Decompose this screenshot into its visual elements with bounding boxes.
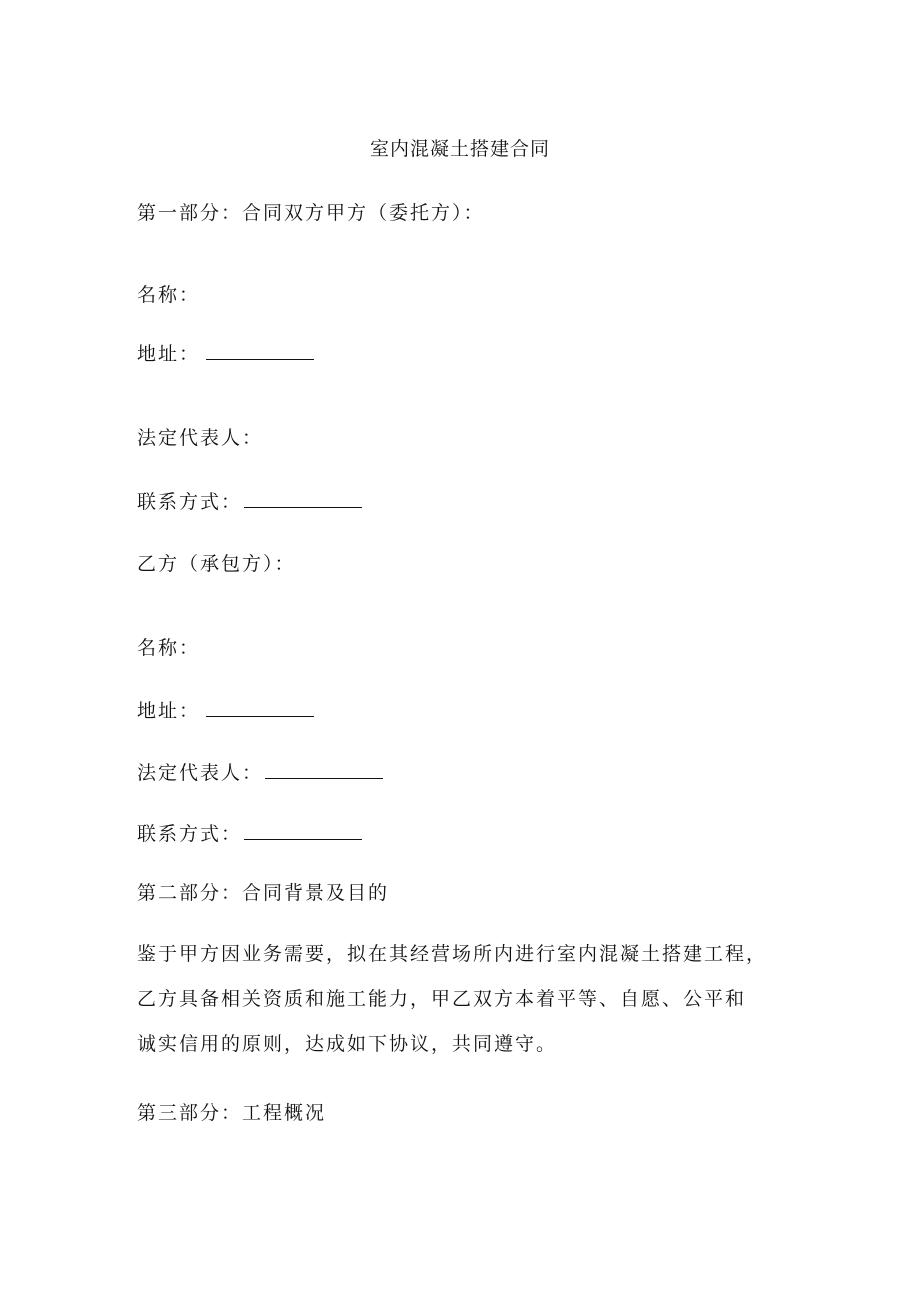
- party-b-contact-label: 联系方式：: [137, 823, 243, 845]
- part2-body: [137, 932, 787, 1067]
- part2-body-line: 鉴于甲方因业务需要，拟在其经营场所内进行室内混凝土搭建工程，: [137, 943, 768, 965]
- party-b-rep-label: 法定代表人：: [137, 762, 264, 784]
- party-a-address-blank: [206, 341, 314, 360]
- part2-body-line: 诚实信用的原则，达成如下协议，共同遵守。: [137, 1033, 558, 1055]
- party-a-contact-row: [137, 489, 362, 515]
- party-b-contact-blank: [244, 821, 362, 840]
- party-b-name-label: 名称：: [137, 637, 201, 659]
- party-a-address-row: [137, 341, 314, 367]
- party-b-address-row: [137, 698, 314, 724]
- part2-body-line: 乙方具备相关资质和施工能力，甲乙双方本着平等、自愿、公平和: [137, 988, 747, 1010]
- party-a-contact-label: 联系方式：: [137, 491, 243, 513]
- party-b-rep-row: [137, 760, 383, 786]
- part1-heading: 第一部分：合同双方甲方（委托方）：: [137, 202, 485, 224]
- part2-heading: 第二部分：合同背景及目的: [137, 882, 390, 904]
- party-b-contact-row: [137, 821, 362, 847]
- party-b-rep-blank: [265, 760, 383, 779]
- party-a-contact-blank: [244, 489, 362, 508]
- party-a-name-label: 名称：: [137, 284, 201, 306]
- party-b-address-label: 地址：: [137, 700, 201, 722]
- party-a-rep-label: 法定代表人：: [137, 427, 264, 449]
- party-b-heading: 乙方（承包方）：: [137, 553, 296, 575]
- part3-heading: 第三部分：工程概况: [137, 1102, 327, 1124]
- party-a-address-label: 地址：: [137, 343, 201, 365]
- party-b-address-blank: [206, 698, 314, 717]
- document-title: 室内混凝土搭建合同: [369, 138, 550, 160]
